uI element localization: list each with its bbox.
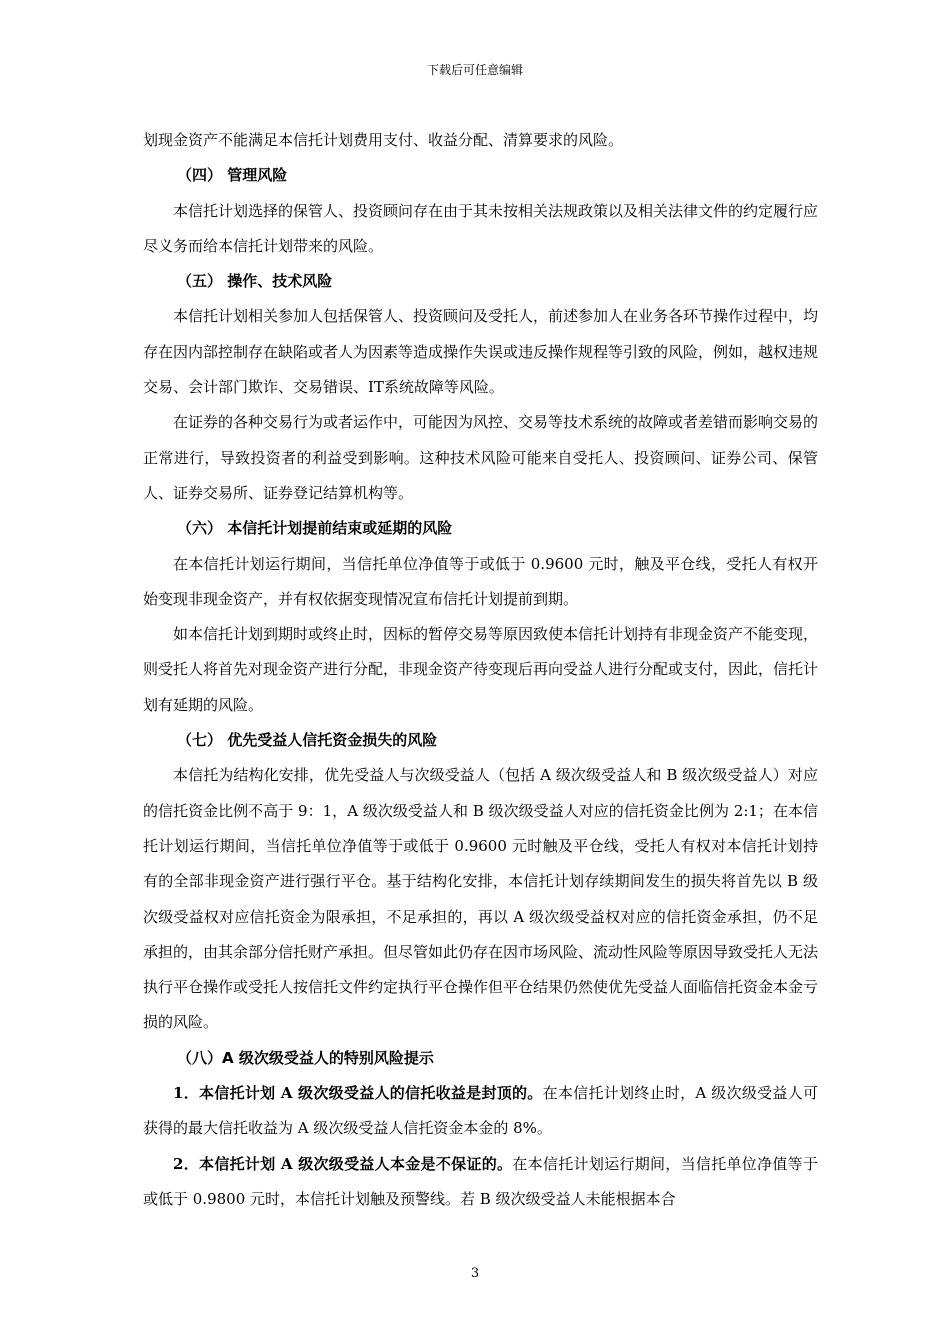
section-heading-5: （五） 操作、技术风险 (177, 272, 333, 291)
paragraph: 本信托计划选择的保管人、投资顾问存在由于其未按相关法规政策以及相关法律文件的约定履行应尽义务而给本信托计划带来的风险。 (143, 201, 819, 255)
paragraph (143, 1147, 818, 1218)
section-heading-8: （八）A 级次级受益人的特别风险提示 (177, 1048, 434, 1067)
paragraph: 本信托计划相关参加人包括保管人、投资顾问及受托人，前述参加人在业务各环节操作过程中，均存在因内部控制存在缺陷或者人为因素等造成操作失误或违反操作规程等引致的风险，例如，越权违规交易、会计部门欺诈、交易错误、IT系统故障等风险。 (143, 307, 819, 397)
paragraph: 在本信托计划运行期间，当信托单位净值等于或低于 0.9600 元时，触及平仓线，受托人有权开始变现非现金资产，并有权依据变现情况宣布信托计划提前到期。 (143, 554, 818, 608)
bold-lead: 2．本信托计划 A 级次级受益人本金是不保证的。 (173, 1154, 513, 1173)
page-number: 3 (470, 1266, 480, 1281)
section-heading-4: （四） 管理风险 (177, 166, 288, 185)
section-heading-7: （七） 优先受益人信托资金损失的风险 (177, 731, 438, 750)
paragraph: 在证券的各种交易行为或者运作中，可能因为风控、交易等技术系统的故障或者差错而影响交易的正常进行，导致投资者的利益受到影响。这种技术风险可能来自受托人、投资顾问、证券公司、保管人、证券交易所、证券登记结算机构等。 (143, 413, 819, 502)
bold-lead: 1．本信托计划 A 级次级受益人的信托收益是封顶的。 (173, 1084, 543, 1103)
paragraph-text: 在本信托计划终止时，A 级次级受益人可获得的最大信托收益为 A 级次级受益人信托资金本金的 8%。 (143, 1084, 818, 1138)
paragraph-text: 在本信托计划运行期间，当信托单位净值等于或低于 0.9800 元时，本信托计划触及预警线。若 B 级次级受益人未能根据本合 (143, 1154, 818, 1208)
paragraph: 划现金资产不能满足本信托计划费用支付、收益分配、清算要求的风险。 (143, 131, 624, 149)
paragraph: 本信托为结构化安排，优先受益人与次级受益人（包括 A 级次级受益人和 B 级次级受益人）对应的信托资金比例不高于 9：1，A 级次级受益人和 B 级次级受益人对应的信托资金比例为 2:1；在本信托计划运行期间，当信托单位净值等于或低于 0.9600 元时触及平仓线，受托人有权对本信托计划持有的全部非现金资产进行强行平仓。基于结构化安排，本信托计划存续期间发生的损失将首先以 B 级次级受益权对应信托资金为限承担，不足承担的，再以 A 级次级受益权对应的信托资金承担，仍不足承担的，由其余部分信托财产承担。但尽管如此仍存在因市场风险、流动性风险等原因导致受托人无法执行平仓操作或受托人按信托文件约定执行平仓操作但平仓结果仍然使优先受益人面临信托资金本金亏损的风险。 (143, 766, 819, 1032)
document-body (143, 123, 818, 1217)
paragraph (143, 1076, 818, 1147)
paragraph: 如本信托计划到期时或终止时，因标的暂停交易等原因致使本信托计划持有非现金资产不能变现，则受托人将首先对现金资产进行分配，非现金资产待变现后再向受益人进行分配或支付，因此，信托计划有延期的风险。 (143, 625, 819, 714)
page-header: 下载后可任意编辑 (426, 63, 523, 77)
section-heading-6: （六） 本信托计划提前结束或延期的风险 (177, 519, 453, 538)
